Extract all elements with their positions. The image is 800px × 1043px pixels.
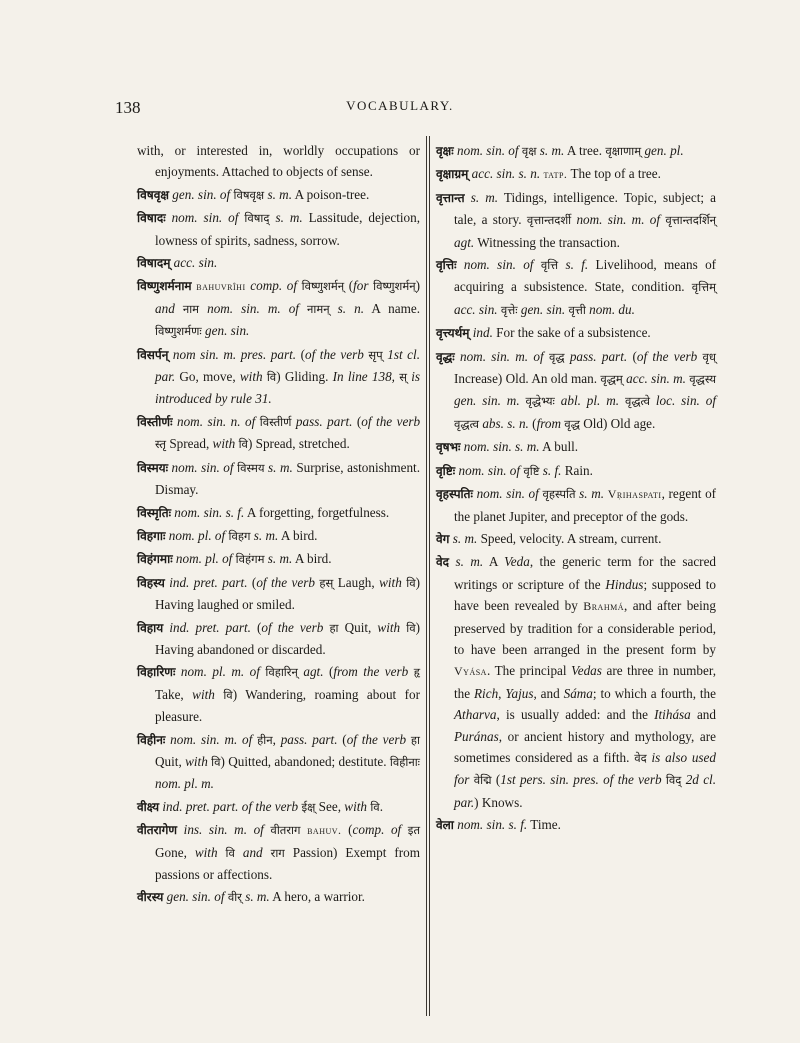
page-number: 138: [115, 98, 141, 117]
page-header: [0, 98, 800, 128]
dictionary-entry: वेग s. m. Speed, velocity. A stream, current.: [436, 530, 662, 546]
dictionary-entry: वृष्टिः nom. sin. of वृष्टि s. f. Rain.: [436, 462, 593, 478]
dictionary-entry: विहारिणः nom. pl. m. of विहारिन् agt. (from the verb हृ Take, with वि) Wandering, roaming about for pleasure.: [137, 664, 421, 725]
dictionary-entry: वृक्षः nom. sin. of वृक्ष s. m. A tree. वृक्षाणाम् gen. pl.: [436, 143, 684, 158]
running-title: VOCABULARY.: [346, 98, 454, 113]
dictionary-entry: विहीनः nom. sin. m. of हीन, pass. part. (of the verb हा Quit, with वि) Quitted, abandoned; destitute. विहीनाः nom. pl. m.: [137, 731, 421, 792]
dictionary-entry: वृद्धः nom. sin. m. of वृद्ध pass. part. (of the verb वृध् Increase) Old. An old man. वृद्धम् acc. sin. m. वृद्धस्य gen. sin. m. वृद्धेभ्यः abl. pl. m. वृद्धत्वे loc. sin. of वृद्धत्व abs. s. n. (from वृद्ध Old) Old age.: [436, 348, 716, 431]
column-divider: [426, 136, 427, 1016]
dictionary-entry: विस्मृतिः nom. sin. s. f. A forgetting, forgetfulness.: [137, 504, 390, 520]
dictionary-entry: वीरस्य gen. sin. of वीर् s. m. A hero, a warrior.: [137, 889, 365, 905]
dictionary-entry: वृत्तान्त s. m. Tidings, intelligence. Topic, subject; a tale, a story. वृत्तान्तदर्शी nom. sin. m. of वृत्तान्तदर्शिन् agt. Witnessing the transaction.: [436, 189, 717, 250]
dictionary-entry: विस्तीर्णः nom. sin. n. of विस्तीर्ण pass. part. (of the verb स्तृ Spread, with वि) Spread, stretched.: [137, 413, 421, 452]
dictionary-entry: वीक्ष्य ind. pret. part. of the verb ईक्ष् See, with वि.: [137, 798, 383, 814]
dictionary-entry: विहगाः nom. pl. of विहग s. m. A bird.: [137, 527, 318, 543]
dictionary-entry: वीतरागेण ins. sin. m. of वीतराग bahuv. (comp. of इत Gone, with वि and राग Passion) Exempt from passions or affections.: [137, 822, 421, 882]
left-column: [137, 140, 420, 910]
dictionary-entry: विषादम् acc. sin.: [137, 255, 218, 271]
dictionary-entry: विहंगमाः nom. pl. of विहंगम s. m. A bird.: [137, 551, 332, 567]
dictionary-entry: with, or interested in, worldly occupations or enjoyments. Attached to objects of sense.: [137, 143, 420, 180]
dictionary-entry: विस्मयः nom. sin. of विस्मय s. m. Surprise, astonishment. Dismay.: [137, 459, 421, 498]
dictionary-entry: वृत्तिः nom. sin. of वृत्ति s. f. Livelihood, means of acquiring a subsistence. State, condition. वृत्तिम् acc. sin. वृत्तेः gen. sin. वृत्ती nom. du.: [436, 257, 717, 317]
dictionary-entry: विष्णुशर्मनाम bahuvrîhi comp. of विष्णुशर्मन् (for विष्णुशर्मन्) and नाम nom. sin. m. of नामन् s. n. A name. विष्णुशर्मणः gen. sin.: [137, 278, 421, 339]
dictionary-entry: विसर्पन् nom sin. m. pres. part. (of the verb सृप् 1st cl. par. Go, move, with वि) Gliding. In line 138, स् is introduced by rule 31.: [137, 346, 421, 407]
dictionary-entry: वेला nom. sin. s. f. Time.: [436, 817, 561, 833]
column-divider-inner: [429, 136, 430, 1016]
dictionary-entry: विषादः nom. sin. of विषाद् s. m. Lassitude, dejection, lowness of spirits, sadness, sorrow.: [137, 210, 421, 248]
right-column: [436, 140, 716, 838]
dictionary-entry: विहस्य ind. pret. part. (of the verb हस् Laugh, with वि) Having laughed or smiled.: [137, 574, 421, 613]
dictionary-entry: विषवृक्ष gen. sin. of विषवृक्ष s. m. A poison-tree.: [137, 186, 370, 202]
dictionary-entry: वृक्षाग्रम् acc. sin. s. n. tatp. The top of a tree.: [436, 166, 661, 182]
dictionary-entry: विहाय ind. pret. part. (of the verb हा Quit, with वि) Having abandoned or discarded.: [137, 619, 420, 657]
dictionary-entry: वृहस्पतिः nom. sin. of वृहस्पति s. m. Vṛihaspati, regent of the planet Jupiter, and preceptor of the gods.: [436, 486, 717, 524]
dictionary-entry: वृषभः nom. sin. s. m. A bull.: [436, 439, 579, 455]
dictionary-entry: वेद s. m. A Veda, the generic term for the sacred writings or scripture of the Hindus; supposed to have been revealed by Brahmá, and after being preserved by tradition for a considerable period, to have been arranged in the present form by Vyása. The principal Vedas are three in number, the Rich, Yajus, and Sáma; to which a fourth, the Atharva, is usually added: and the Itihása and Puránas, or ancient history and mythology, are sometimes considered as a fifth. वेद is also used for वेद्मि (1st pers. sin. pres. of the verb विद् 2d cl. par.) Knows.: [436, 554, 717, 810]
dictionary-entry: वृत्त्यर्थम् ind. For the sake of a subsistence.: [436, 325, 651, 341]
